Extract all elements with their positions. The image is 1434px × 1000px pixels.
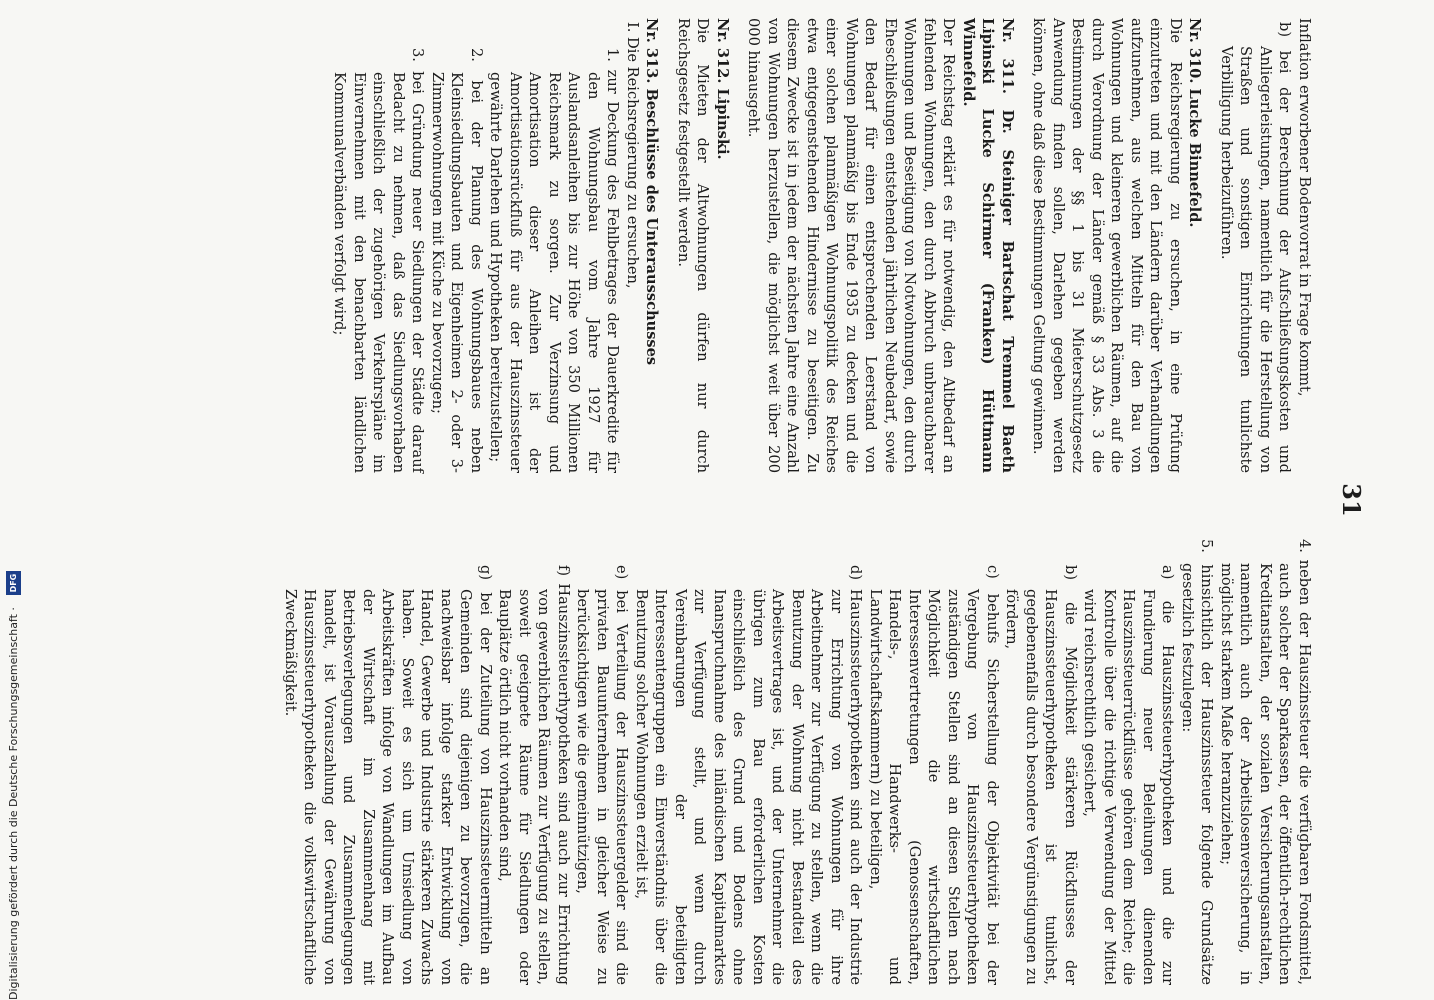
paragraph: Die Reichsregierung zu ersuchen, in eine Prüfung einzutreten und mit den Ländern darüber Verhandlungen aufzunehmen, aus welchen Mitteln für den Bau von Wohnungen und kleineren gewerblichen Räumen, auf die durch Verordnung der Länder gemäß § 33 Abs. 3 die Bestimmungen der §§ 1 bis 31 Mieterschutzgesetz Anwendung finden sollen, Darlehen gegeben werden können, ohne daß diese Bestimmungen Geltung gewinnen.	[1030, 18, 1184, 473]
paragraph: b) bei der Berechnung der Aufschließungskosten und Anliegerleistungen, namentlich für die Herstellung von Straßen und sonstigen Einrichtungen tunlichste Verbilligung herbeizuführen.	[1218, 22, 1294, 473]
paragraph: 4. neben der Hauszinssteuer die verfügbaren Fondsmittel, auch solcher der Sparkassen, der öffentlich-rechtlichen Kreditanstalten, der sozialen Versicherungsanstalten, namentlich auch der Arbeitslosenversicherung, in möglichst starkem Maße heranzuziehen;	[1218, 539, 1313, 985]
paragraph: a) die Hauszinssteuerhypotheken und die zur Fundierung neuer Beleihungen dienenden Hauszinssteuerrückflüsse gehören dem Reiche; die Kontrolle über die richtige Verwendung der Mittel wird reichsrechtlich gesichert,	[1081, 565, 1177, 985]
paragraph: e) bei Verteilung der Hauszinssteuergelder sind die privaten Bauunternehmen in gleicher Weise zu berücksichtigen wie die gemeinnützigen,	[574, 565, 631, 985]
paragraph: b) die Möglichkeit stärkeren Rückflusses der Hauszinssteuerhypotheken ist tunlichst, gegebenenfalls durch besondere Vergünstigungen zu fördern,	[1003, 565, 1079, 985]
right-column	[281, 535, 1315, 985]
paragraph: Inflation erworbener Bodenvorrat in Frage kommt,	[1296, 18, 1313, 397]
footer-text: Digitalisierung gefördert durch die Deutsche Forschungsgemeinschaft ·	[6, 607, 20, 1000]
digitization-footer	[2, 0, 24, 1000]
left-column	[330, 18, 1314, 473]
paragraph: 3. bei Gründung neuer Siedlungen der Städte darauf Bedacht zu nehmen, daß das Siedlungsvorhaben einschließlich der zugehörigen Verkehrspläne im Einvernehmen mit den benachbarten ländlichen Kommunalverbänden verfolgt wird;	[331, 48, 427, 473]
paragraph: I. Die Reichsregierung zu ersuchen,	[624, 22, 641, 289]
section-heading: Nr. 312. Lipinski.	[714, 18, 731, 160]
paragraph: 5. hinsichtlich der Hauszinssteuer folgende Grundsätze gesetzlich festzulegen:	[1179, 539, 1216, 985]
paragraph: g) bei der Zuteilung von Hauszinssteuermitteln an Gemeinden sind diejenigen zu bevorzugen, die nachweisbar infolge starker Entwicklung von Handel, Gewerbe und Industrie stärkeren Zuwachs haben. Soweit es sich um Umsiedlung von Arbeitskräften infolge von Wandlungen im Aufbau der Wirtschaft im Zusammenhang mit Betriebsverlegungen und Zusammenlegungen handelt, ist Vorauszahlung der Gewährung von Hauszinssteuerhypotheken die volkswirtschaftliche Zweckmäßigkeit.	[282, 565, 494, 985]
paragraph: f) Hauszinssteuerhypotheken sind auch zur Errichtung von gewerblichen Räumen zur Verfügung zu stellen, soweit geeignete Räume für Siedlungen oder Bauplätze örtlich nicht vorhanden sind,	[496, 565, 572, 985]
paragraph: Der Reichstag erklärt es für notwendig, den Altbedarf an fehlenden Wohnungen, den durch Abbruch unbrauchbarer Wohnungen und Beseitigung von Notwohnungen, den durch Eheschließungen entstehenden jährlichen Neubedarf, sowie den Bedarf für einen entsprechenden Leerstand von Wohnungen planmäßig bis Ende 1935 zu decken und die einer solchen planmäßigen Wohnungspolitik des Reiches etwa entgegenstehenden Hindernisse zu beseitigen. Zu diesem Zwecke ist in jedem der nächsten Jahre eine Anzahl von Wohnungen herzustellen, die möglichst weit über 200 000 hinausgeht.	[745, 18, 958, 473]
paragraph: 1. zur Deckung des Fehlbetrages der Dauerkredite für den Wohnungsbau vom Jahre 1927 für Auslandsanleihen bis zur Höhe von 350 Millionen Reichsmark zu sorgen. Zur Verzinsung und Amortisation dieser Anleihen ist der Amortisationsrückfluß für aus der Hauszinssteuer gewährte Darlehen und Hypotheken bereitzustellen;	[487, 48, 622, 473]
section-heading: Nr. 310. Lucke Binnefeld.	[1186, 18, 1204, 228]
paragraph: d) Hauszinssteuerhypotheken sind auch der Industrie zur Errichtung von Wohnungen für ihre Arbeitnehmer zur Verfügung zu stellen, wenn die Benutzung der Wohnung nicht Bestandteil des Arbeitsvertrages ist, und der Unternehmer die übrigen zum Bau erforderlichen Kosten einschließlich des Grund und Bodens ohne Inanspruchnahme des inländischen Kapitalmarktes zur Verfügung stellt, und wenn durch Vereinbarungen der beteiligten Interessentengruppen ein Einverständnis über die Benutzung solcher Wohnungen erzielt ist,	[633, 565, 865, 985]
dfg-logo-icon: DFG	[6, 571, 21, 595]
section-heading: Nr. 313. Beschlüsse des Unterausschusses	[643, 18, 661, 366]
paragraph: c) behufs Sicherstellung der Objektivität bei der Vergebung von Hauszinssteuerhypotheken zuständigen Stellen sind an diesen Stellen nach Möglichkeit die wirtschaftlichen Interessenvertretungen (Genossenschaften, Handels-, Handwerks- und Landwirtschaftskammern) zu beteiligen,	[867, 565, 1001, 985]
section-heading: Nr. 311. Dr. Steiniger Bartschat Tremmel Baeth Lipinski Lucke Schirmer (Franken) Hüttmann Winnefeld.	[960, 18, 1016, 473]
page-number: 31	[1337, 483, 1366, 517]
paragraph: Die Mieten der Altwohnungen dürfen nur durch Reichsgesetz festgestellt werden.	[675, 18, 712, 473]
paragraph: 2. bei der Planung des Wohnungsbaues neben Kleinsiedlungsbauten und Eigenheimen 2- oder 3-Zimmerwohnungen mit Küche zu bevorzugen;	[429, 48, 485, 473]
